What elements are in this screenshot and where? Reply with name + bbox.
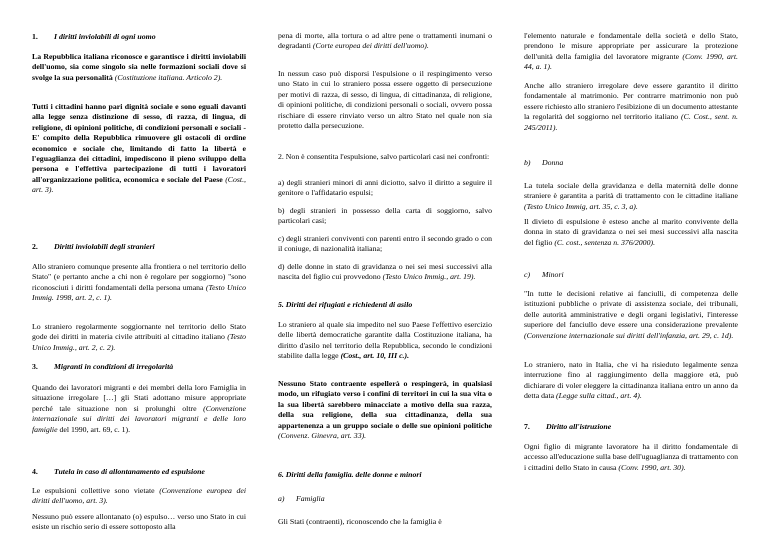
paragraph [32, 322, 246, 353]
citation: (Convenzione internazionale sui diritti dell'infanzia, art. 29, c. 1d). [524, 330, 734, 340]
subsection-heading [524, 270, 738, 280]
paragraph [278, 517, 492, 527]
section-number: 1. [32, 32, 38, 41]
paragraph [32, 486, 246, 507]
paragraph-text: b) degli stranieri in possesso della carta di soggiorno, salvo particolari casi; [278, 206, 492, 226]
paragraph-text: l'elemento naturale e fondamentale della società e dello Stato, prendono le misure appropriate per assicurare la protezione dell'unità della famiglia del lavoratore migrante [524, 31, 738, 61]
paragraph [524, 81, 738, 133]
paragraph-text: Lo straniero regolarmente soggiornante nel territorio dello Stato gode dei diritti in materia civile attribuiti al cittadino italiano [32, 322, 246, 342]
citation: (Costituzione italiana. Articolo 2). [114, 72, 223, 82]
citation: (Conv. 1990, art. 30). [618, 462, 686, 472]
section-title: Migranti in condizioni di irregolarità [54, 362, 174, 371]
subsection-heading [278, 494, 492, 504]
paragraph-text: Lo straniero al quale sia impedito nel suo Paese l'effettivo esercizio delle libertà democratiche garantite dalla Costituzione italiana, ha diritto d'asilo nel territorio della Repubblica, secondo le condizioni stabilite dalla legge [278, 320, 492, 361]
section-title: Diritti inviolabili degli stranieri [54, 242, 155, 251]
list-item [278, 262, 492, 283]
paragraph [278, 69, 492, 131]
paragraph [32, 512, 246, 533]
paragraph-text: Nessuno può essere allontanato (o) espulso… verso uno Stato in cui esiste un rischio serio di essere sottoposto alla [32, 512, 246, 532]
paragraph-text: Ogni figlio di migrante lavoratore ha il diritto fondamentale di accesso all'educazione sulla base dell'uguaglianza di trattamento con i cittadini dello Stato in causa [524, 442, 738, 472]
citation: (Testo Unico Immig., art. 19). [382, 272, 476, 282]
paragraph [32, 383, 246, 435]
paragraph-text: La Repubblica italiana riconosce e garantisce i diritti inviolabili dell'uomo, sia come singolo sia nelle formazioni sociali dove si svolge la sua personalità [32, 52, 246, 82]
subsection-letter: c) [524, 270, 531, 279]
citation: (C. cost., sentenza n. 376/2000). [554, 237, 656, 247]
paragraph-text: Quando dei lavoratori migranti e dei membri della loro Famiglia in situazione irregolare […] gli Stati adottano misure appropriate perché tale situazione non si prolunghi oltre [32, 383, 246, 413]
subsection-letter: a) [278, 494, 285, 503]
paragraph [524, 360, 738, 402]
citation: (Convenz. Ginevra, art. 33). [278, 431, 367, 441]
citation: (Testo Unico Immig. 1998, art. 2, c. 1). [32, 282, 246, 303]
section-1-heading [32, 32, 246, 42]
subsection-title: Famiglia [296, 494, 325, 503]
paragraph-text: Le espulsioni collettive sono vietate [32, 486, 155, 495]
section-title: Tutela in caso di allontanamento ed espulsione [54, 467, 205, 476]
section-title: 6. Diritti della famiglia. delle donne e minori [278, 470, 422, 479]
paragraph-text: d) delle donne in stato di gravidanza o nei sei mesi successivi alla nascita del figlio cui provvedono [278, 262, 492, 282]
citation: (Legge sulla cittad., art. 4). [556, 391, 642, 401]
citation-tail: del 1990, art. 69, c. 1). [59, 424, 131, 434]
citation: (C. Cost., sent. n. 245/2011). [524, 112, 738, 132]
subsection-title: Minori [542, 270, 564, 279]
paragraph [278, 320, 492, 362]
paragraph-text: La tutela sociale della gravidanza e della maternità delle donne straniere è garantita a parità di trattamento con le cittadine italiane [524, 181, 738, 201]
section-6-heading [278, 470, 492, 480]
paragraph-text: c) degli stranieri conviventi con parenti entro il secondo grado o con il coniuge, di nazionalità italiana; [278, 234, 492, 254]
section-3-heading [32, 362, 246, 372]
section-number: 4. [32, 467, 38, 476]
list-item [278, 234, 492, 255]
list-item [278, 178, 492, 199]
paragraph-text: Il divieto di espulsione è esteso anche al marito convivente della donna in stato di gravidanza o nei sei mesi successivi alla nascita del figlio [524, 217, 738, 247]
citation: (Conv. 1990, art. 44, a. 1). [524, 51, 738, 72]
paragraph-text: "In tutte le decisioni relative ai fanciulli, di competenza delle istituzioni pubbliche o private di assistenza sociale, dei tribunali, delle autorità amministrative e degli organi legislativi, l'interesse superiore del fanciullo deve essere una considerazione prevalente [524, 289, 738, 330]
paragraph [524, 289, 738, 341]
citation: (Testo Unico Immig, art. 35, c. 3, a). [524, 201, 638, 211]
paragraph [278, 152, 492, 162]
citation: (Cost., art. 10, III c.). [340, 351, 410, 361]
section-title: I diritti inviolabili di ogni uomo [54, 32, 156, 41]
paragraph-text: Lo straniero, nato in Italia, che vi ha risieduto legalmente senza interruzione fino al raggiungimento della maggiore età, può dichiarare di voler eleggere la cittadinanza italiana entro un anno da detta data [524, 360, 738, 401]
list-item [278, 206, 492, 227]
paragraph [32, 102, 246, 196]
paragraph-text: 2. Non è consentita l'espulsione, salvo particolari casi nei confronti: [278, 152, 490, 161]
paragraph-text: Allo straniero comunque presente alla frontiera o nel territorio dello Stato" (e pertanto anche a chi non è regolare per soggiorno) "sono riconosciuti i diritti fondamentali della persona umana [32, 262, 246, 292]
paragraph-text: Anche allo straniero irregolare deve essere garantito il diritto fondamentale al matrimonio. Per contrarre matrimonio non può essere richiesto allo straniero l'esibizione di un documento attestante la regolarità del soggiorno nel territorio italiano [524, 81, 738, 122]
subsection-heading [524, 158, 738, 168]
paragraph-text: Tutti i cittadini hanno pari dignità sociale e sono eguali davanti alla legge senza distinzione di sesso, di razza, di lingua, di religione, di opinioni politiche, di condizioni personali e sociali - E' compito della Repubblica rimuovere gli ostacoli di ordine economico e sociale che, limitando di fatto la libertà e l'eguaglianza dei cittadini, impediscono il pieno sviluppo della persona e l'effettiva partecipazione di tutti i lavoratori all'organizzazione politica, economica e sociale del Paese [32, 102, 246, 184]
citation: (Cost., art. 3). [32, 174, 246, 195]
paragraph-text: Nessuno Stato contraente espellerà o respingerà, in qualsiasi modo, un rifugiato verso i confini di territori in cui la sua vita o la sua libertà sarebbero minacciate a motivo della sua razza, della sua religione, della sua cittadinanza, della sua appartenenza a un gruppo sociale o delle sue opinioni politiche [278, 379, 492, 430]
paragraph [524, 31, 738, 73]
paragraph [278, 379, 492, 441]
section-7-heading [524, 422, 738, 432]
paragraph [524, 181, 738, 212]
section-number: 2. [32, 242, 38, 251]
paragraph [32, 262, 246, 304]
section-title: Diritto all'istruzione [546, 422, 612, 431]
subsection-letter: b) [524, 158, 531, 167]
paragraph-text: In nessun caso può disporsi l'espulsione o il respingimento verso uno Stato in cui lo straniero possa essere oggetto di persecuzione per motivi di razza, di sesso, di lingua, di cittadinanza, di religione, di opinioni politiche, di condizioni personali o sociali, ovvero possa rischiare di essere rinviato verso un altro Stato nel quale non sia protetto dalla persecuzione. [278, 69, 492, 131]
citation: (Convenzione europea dei diritti dell'uomo, art. 3). [32, 486, 246, 506]
paragraph [524, 217, 738, 248]
section-number: 3. [32, 362, 38, 371]
section-number: 7. [524, 422, 530, 431]
paragraph-text: pena di morte, alla tortura o ad altre pene o trattamenti inumani o degradanti [278, 31, 492, 51]
subsection-title: Donna [542, 158, 564, 167]
section-title: 5. Diritti dei rifugiati e richiedenti di asilo [278, 300, 413, 309]
paragraph-text: a) degli stranieri minori di anni diciotto, salvo il diritto a seguire il genitore o l'affidatario espulsi; [278, 178, 492, 198]
section-4-heading [32, 467, 246, 477]
citation: (Testo Unico Immig., art. 2, c. 2). [32, 332, 246, 352]
citation: (Corte europea dei diritti dell'uomo). [312, 41, 429, 51]
paragraph-text: Gli Stati (contraenti), riconoscendo che la famiglia è [278, 517, 442, 526]
paragraph [32, 52, 246, 83]
section-5-heading [278, 300, 492, 310]
paragraph [524, 442, 738, 473]
paragraph [278, 31, 492, 52]
section-2-heading [32, 242, 246, 252]
citation: (Convenzione internazionale sui diritti dei lavoratori migranti e delle loro famiglie [32, 403, 246, 434]
